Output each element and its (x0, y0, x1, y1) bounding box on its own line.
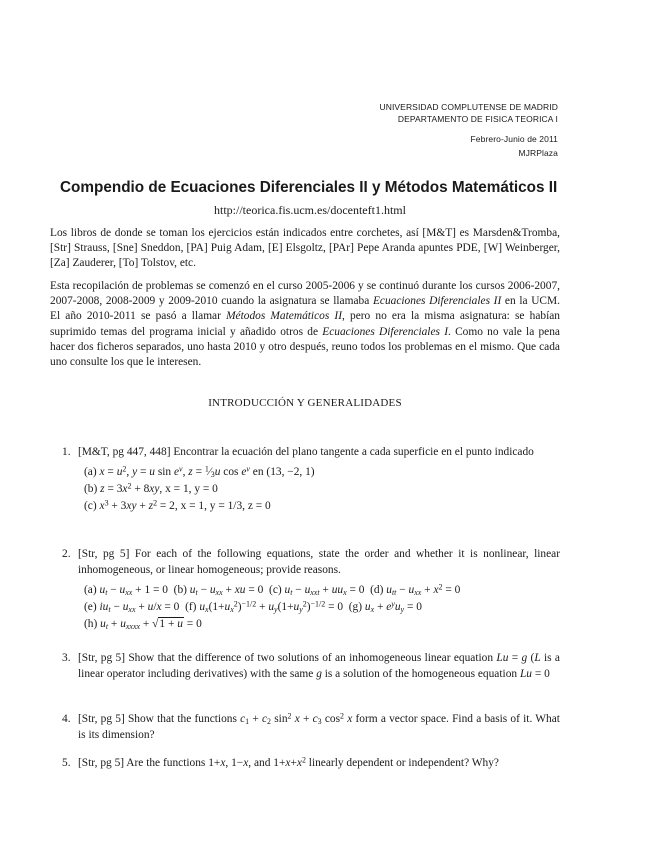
problem-number: 3. (62, 652, 71, 664)
subitems (84, 582, 560, 633)
subitem-c: (c) $x^3 + 3xy + z^2 = 2$, x = 1, y = 1/3, z = 0 (84, 498, 271, 512)
problem-statement: [Str, pg 5] For each of the following equations, state the order and whether it is nonlinear, linear inhomogeneous, or linear homogeneous; provide reasons. (78, 548, 560, 576)
course-name-edo1: Ecuaciones Diferenciales I (322, 325, 448, 338)
problem-text: is a solution of the homogeneous equation (321, 668, 520, 680)
problem-statement: [Str, pg 5] Show that the difference of two solutions of an inhomogeneous linear equation Lu = g (L is a linear operator including derivatives) with the same g is a solution of the homogeneous equation Lu = 0 (78, 652, 560, 680)
subitem-row-1: (a) $u_t - u_{xx} + 1 = 0$ (b) $u_t - u_{xx}$ + xu = 0 (c) $u_t - u_{xxt} + uu_x = 0$ (d) $u_{tt} - u_{xx} + x^2 = 0$ (84, 582, 461, 597)
problem-number: 5. (62, 757, 71, 769)
history-text-3: , pero no era la misma asignatura: se habían suprimido temas del programa inicial y añadido otros de (50, 310, 560, 338)
author-line: MJRPlaza (518, 148, 558, 158)
history-text-1: Esta recopilación de problemas se comenzó en el curso 2005-2006 y se continuó durante los cursos 2006-2007, 2007-2008, 2008-2009 y 2009-2010 cuando la asignatura se llamaba (50, 280, 560, 308)
source-url: http://teorica.fis.ucm.es/docenteft1.html (214, 203, 406, 217)
problem-number: 2. (62, 548, 71, 560)
problem-statement: [M&T, pg 447, 448] Encontrar la ecuación del plano tangente a cada superficie en el punto indicado (78, 446, 534, 458)
intro-paragraph-history (50, 279, 560, 370)
problem-4 (62, 711, 560, 743)
problem-3 (62, 650, 560, 682)
subitem-label: (a) (84, 466, 97, 478)
point-text: x = 1, y = 1/3, z = 0 (180, 500, 271, 512)
section-heading: INTRODUCCIÓN Y GENERALIDADES (208, 397, 402, 409)
subitems (84, 464, 560, 515)
problem-text: [Str, pg 5] Are the functions (78, 757, 209, 769)
subitem-label: (c) (84, 500, 97, 512)
problem-5 (62, 755, 560, 771)
problem-1 (62, 444, 560, 515)
problem-text: [Str, pg 5] Show that the difference of two solutions of an inhomogeneous linear equation (78, 652, 497, 664)
problem-text: ( (527, 652, 535, 664)
history-text-4: . Como no vale la pena hacer dos ficheros separados, uno hasta 2010 y otro después, reuno todos los problemas en el mismo. Que cada uno consulte los que le interesen. (50, 325, 560, 369)
intro-paragraph-books: Los libros de donde se toman los ejercicios están indicados entre corchetes, así [M&T] es Marsden&Tromba, [Str] Strauss, [Sne] Sneddon, [PA] Puig Adam, [E] Elsgoltz, [PAr] Pepe Aranda apuntes PDE, [W] Weinberger, [Za] Zauderer, [To] Tolstov, etc. (50, 227, 560, 270)
date-line: Febrero-Junio de 2011 (470, 134, 558, 144)
problem-text: is a linear operator including derivatives) with the same (78, 652, 560, 680)
subitem-a: (a) $x = u^2$, y = u $\sin e^v$, $z = ^1⁄_3u$ $\cos e^v$ en (13, −2, 1) (84, 464, 315, 479)
subitem-row-2: (e) $iu_t - u_{xx} + u/x = 0$ (f) $u_x(1+u_x^2)^{-1/2} + u_y(1+u_y^2)^{-1/2} = 0$ (g) $u_x + e^yu_y = 0$ (84, 599, 422, 614)
course-name-edo2: Ecuaciones Diferenciales II (372, 295, 502, 308)
history-text-2: en la UCM. El año 2010-2011 se pasó a llamar (50, 295, 561, 323)
subitem-b: (b) $z = 3x^2 + 8xy$, x = 1, y = 0 (84, 481, 218, 495)
problem-statement: [Str, pg 5] Show that the functions $c_1 + c_2$ $\sin^2 x + c_3$ $\cos^2 x$ form a vector space. Find a basis of it. What is its dimension? (78, 711, 560, 741)
point-text: x = 1, y = 0 (165, 483, 218, 495)
problem-text: [Str, pg 5] Show that the functions (78, 713, 241, 725)
problem-2 (62, 546, 560, 633)
page-title: Compendio de Ecuaciones Diferenciales II y Métodos Matemáticos II (60, 179, 558, 196)
university-name: UNIVERSIDAD COMPLUTENSE DE MADRID (379, 102, 558, 112)
problem-text: linearly dependent or independent? Why? (305, 757, 499, 769)
course-name-mm2: Métodos Matemáticos II (226, 310, 343, 323)
problem-number: 1. (62, 446, 71, 458)
department-name: DEPARTAMENTO DE FISICA TEORICA I (397, 114, 558, 124)
problem-number: 4. (62, 713, 71, 725)
problem-text: form a vector space. Find a basis of it. What is its dimension? (78, 713, 560, 741)
subitem-label: (b) (84, 483, 98, 495)
problem-statement: [Str, pg 5] Are the functions 1+x, 1−x, and $1+x+x^2$ linearly dependent or independent? Why? (78, 755, 499, 769)
point-text: en (13, −2, 1) (252, 466, 315, 478)
subitem-row-3: (h) $u_t + u_{xxxx} + √1 + u = 0$ (84, 618, 202, 631)
